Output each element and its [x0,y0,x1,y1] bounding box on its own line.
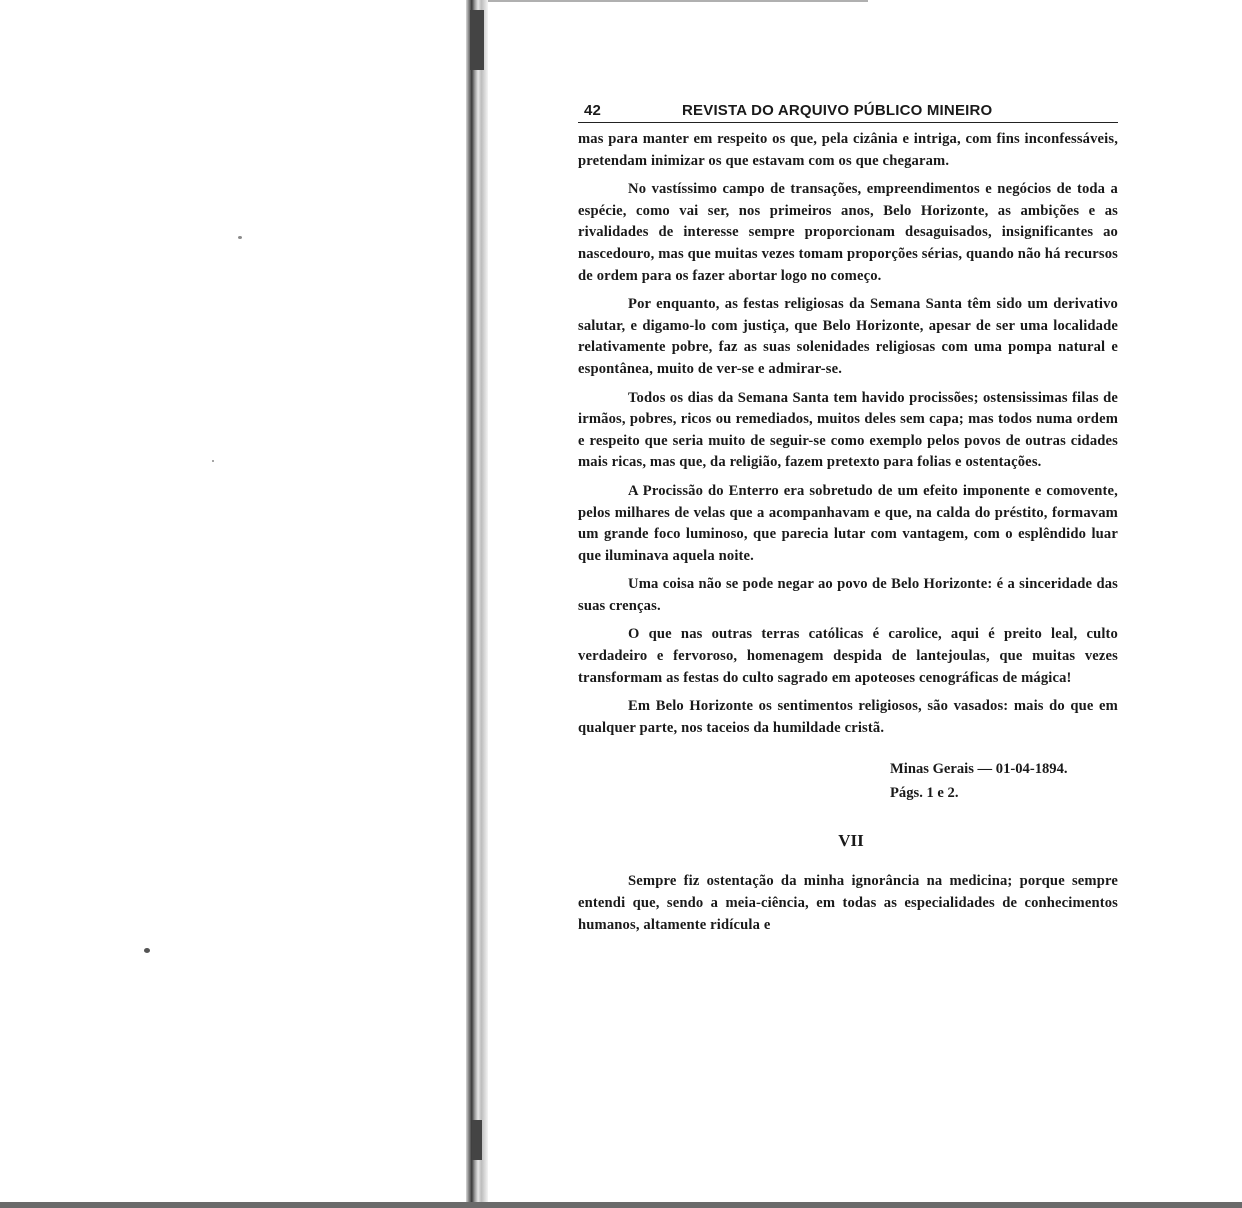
page-top-edge [488,0,868,2]
scan-speck [212,460,214,462]
page-bottom-edge [0,1202,1242,1208]
paragraph: Todos os dias da Semana Santa tem havido procissões; ostensissimas filas de irmãos, pobres, ricos ou remediados, muitos deles sem capa; mas todos numa ordem e respeito que seria muito de seguir-se como exemplo pelos povos de outras cidades mais ricas, mas que, da religião, fazem pretexto para folias e ostentações. [578,389,1118,471]
paragraph: mas para manter em respeito os que, pela cizânia e intriga, com fins inconfessáveis, pretendam inimizar os que estavam com os que chegaram. [578,131,1118,169]
document-page [578,100,1118,943]
scan-speck [144,948,150,953]
section-heading: VII [838,831,864,851]
paragraph: Sempre fiz ostentação da minha ignorância na medicina; porque sempre entendi que, sendo a meia-ciência, em todas as especialidades de conhecimentos humanos, altamente ridícula e [578,873,1118,933]
paragraph: Uma coisa não se pode negar ao povo de Belo Horizonte: é a sinceridade das suas crenças. [578,576,1118,614]
spine-shadow-mark [472,1120,482,1160]
book-spine [466,0,488,1208]
paragraph: A Procissão do Enterro era sobretudo de um efeito imponente e comovente, pelos milhares de velas que a acompanhavam e que, na calda do préstito, formavam um grande foco luminoso, que parecia lutar com vantagem, com o esplêndido luar que iluminava aquela noite. [578,482,1118,564]
running-title: REVISTA DO ARQUIVO PÚBLICO MINEIRO [682,102,993,119]
citation-pages-line: Págs. 1 e 2. [890,785,959,802]
scan-speck [238,236,242,239]
paragraph: Por enquanto, as festas religiosas da Semana Santa têm sido um derivativo salutar, e digamo-lo com justiça, que Belo Horizonte, apesar de ser uma localidade relativamente pobre, faz as suas solenidades religiosas com uma pompa natural e espontânea, muito de ver-se e admirar-se. [578,296,1118,377]
page-number: 42 [584,102,602,119]
page-header [578,100,1118,123]
paragraph: Em Belo Horizonte os sentimentos religiosos, são vasados: mais do que em qualquer parte, nos taceios da humildade cristã. [578,698,1118,736]
citation-source-line: Minas Gerais — 01-04-1894. [890,761,1068,778]
paragraph: No vastíssimo campo de transações, empreendimentos e negócios de toda a espécie, como vai ser, nos primeiros anos, Belo Horizonte, as ambições e as rivalidades de interesse sempre proporcionam desaguisados, insignificantes ao nascedouro, mas que muitas vezes tomam proporções sérias, quando não há recursos de ordem para os fazer abortar logo no começo. [578,181,1118,284]
source-citation [890,757,1118,805]
paragraph: O que nas outras terras católicas é carolice, aqui é preito leal, culto verdadeiro e fervoroso, homenagem despida de lantejoulas, que muitas vezes transformam as festas do culto sagrado em apoteoses cenográficas de mágica! [578,626,1118,686]
spine-shadow-mark [470,10,484,70]
